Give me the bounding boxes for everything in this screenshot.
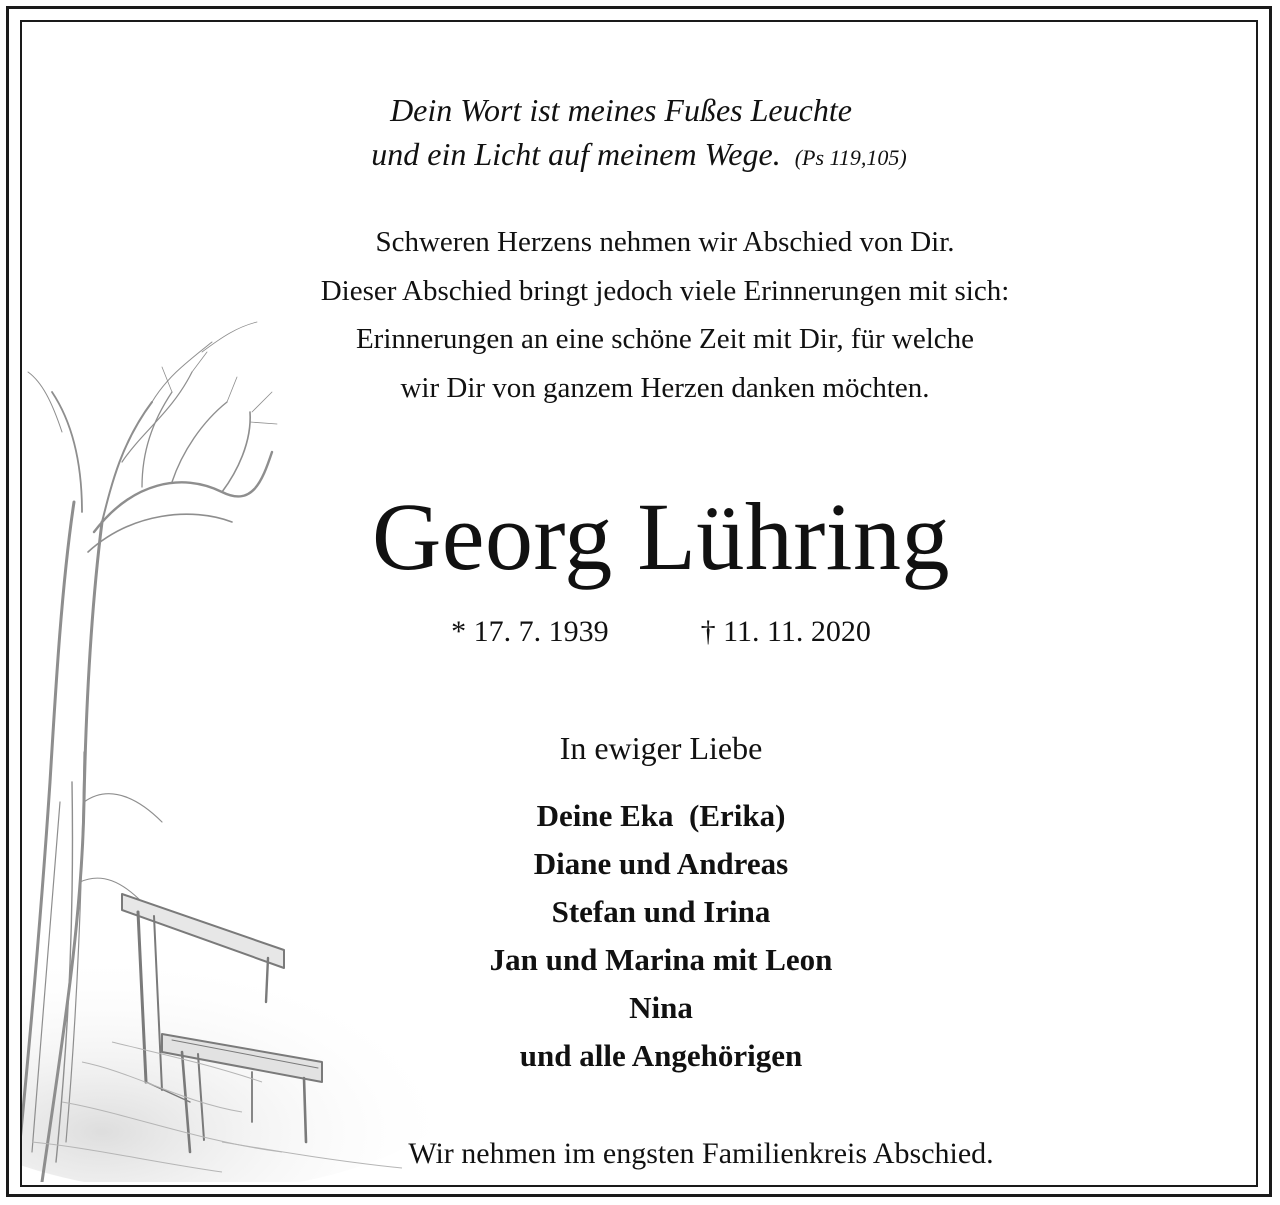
- mourner-entry: Jan und Marina mit Leon: [489, 942, 833, 977]
- verse-line-1: Dein Wort ist meines Fußes Leuchte: [390, 92, 852, 128]
- mourner-entry: Diane und Andreas: [533, 846, 789, 881]
- mourner-entry: Nina: [629, 990, 693, 1025]
- farewell-line: wir Dir von ganzem Herzen danken möchten.: [400, 371, 930, 404]
- farewell-line: Dieser Abschied bringt jedoch viele Erinnerungen mit sich:: [320, 274, 1010, 307]
- mourners-list: [44, 792, 1258, 1080]
- verse-line-2-text: und ein Licht auf meinem Wege.: [371, 136, 781, 172]
- life-dates: [44, 612, 1258, 652]
- farewell-line: Schweren Herzens nehmen wir Abschied von Dir.: [375, 226, 955, 258]
- death-date: † 11. 11. 2020: [700, 615, 871, 648]
- birth-date: * 17. 7. 1939: [451, 615, 609, 648]
- farewell-line: Erinnerungen an eine schöne Zeit mit Dir, für welche: [355, 323, 975, 355]
- verse-line-2: [22, 132, 1256, 180]
- obituary-card: [20, 20, 1258, 1187]
- mourner-entry: und alle Angehörigen: [519, 1038, 803, 1073]
- deceased-name: Georg Lühring: [372, 483, 950, 590]
- farewell-paragraph: [48, 218, 1258, 412]
- closing-note: Wir nehmen im engsten Familienkreis Abschied.: [408, 1137, 994, 1170]
- verse-reference: (Ps 119,105): [794, 145, 907, 170]
- mourner-entry: Stefan und Irina: [551, 894, 771, 929]
- love-line: In ewiger Liebe: [559, 730, 763, 766]
- mourner-entry: Deine Eka (Erika): [536, 798, 786, 833]
